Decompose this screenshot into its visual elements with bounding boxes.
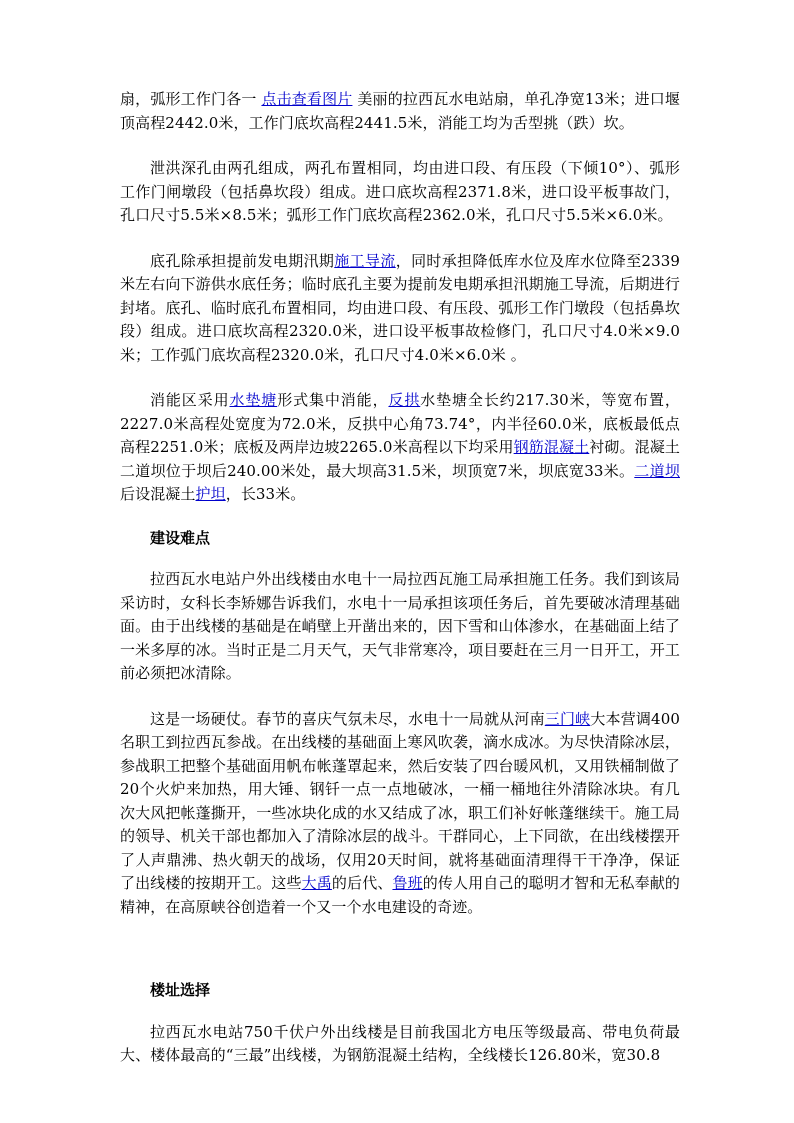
paragraph-deep-outlets: 泄洪深孔由两孔组成，两孔布置相同，均由进口段、有压段（下倾10°）、弧形工作门闸墩段（包括鼻坎段）组成。进口底坎高程2371.8米，进口设平板事故门，孔口尺寸5.5米×8.5米；弧形工作门底坎高程2362.0米，孔口尺寸5.5米×6.0米。 [120,159,680,224]
text: 扇，弧形工作门各一 [120,90,262,108]
text: 的后代、 [331,874,393,892]
paragraph-ice-clearing: 拉西瓦水电站户外出线楼由水电十一局拉西瓦施工局承担施工任务。我们到该局采访时，女科长李矫娜告诉我们，水电十一局承担该项任务后，首先要破冰清理基础面。由于出线楼的基础是在峭壁上开凿出来的，因下雪和山体渗水，在基础面上结了一米多厚的冰。当时正是二月天气，天气非常寒冷，项目要赶在三月一日开工，开工前必须把冰清除。 [120,570,680,682]
paragraph-energy-dissipation [120,389,680,507]
section-heading-site-selection: 楼址选择 [150,981,211,999]
text: 底孔除承担提前发电期汛期 [150,251,335,270]
text: 美丽的拉西瓦水电站扇，单孔净宽13米；进口堰顶高程2442.0米，工作门底坎高程2441.5米，消能工均为舌型挑（跌）坎。 [120,90,680,132]
view-image-link[interactable]: 点击查看图片 [261,90,353,108]
text: ，同时承担降低库水位及库水位降至2339米左右向下游供水底任务；临时底孔主要为提前发电期承担汛期施工导流，后期进行封堵。底孔、临时底孔布置相同，均由进口段、有压段、弧形工作门墩段（包括鼻坎段）组成。进口底坎高程2320.0米，进口设平板事故检修门，孔口尺寸4.0米×9.0米；工作弧门底坎高程2320.0米，孔口尺寸4.0米×6.0米 。 [120,251,680,364]
text: 的传人用自己的聪明才智和无私奉献的精神，在高原峡谷创造着一个又一个水电建设的奇迹。 [120,874,681,916]
paragraph-bottom-outlets [120,250,680,368]
luban-link[interactable]: 鲁班 [392,874,423,892]
text: 消能区采用 [150,391,230,409]
second-dam-link[interactable]: 二道坝 [634,461,680,480]
text: 后设混凝土 [120,485,196,503]
text: 水垫塘全长约217.30米，等宽布置，2227.0米高程处宽度为72.0米，反拱中心角73.74°，内半径60.0米，底板最低点高程2251.0米；底板及两岸边坡2265.0米高程以下均采用 [120,391,680,456]
reinforced-concrete-link[interactable]: 钢筋混凝土 [513,438,590,456]
cushion-pool-link[interactable]: 水垫塘 [229,391,278,409]
diversion-link[interactable]: 施工导流 [334,251,396,270]
text: 这是一场硬仗。春节的喜庆气氛未尽，水电十一局就从河南 [150,709,545,728]
sanmenxia-link[interactable]: 三门峡 [544,709,591,728]
text: 形式集中消能， [277,391,389,409]
reverse-arch-link[interactable]: 反拱 [388,391,421,409]
paragraph-spillway-gates [120,88,680,135]
section-heading-construction-difficulties: 建设难点 [150,528,211,547]
paragraph-outlet-building: 拉西瓦水电站750千伏户外出线楼是目前我国北方电压等级最高、带电负荷最大、楼体最高的“三最”出线楼，为钢筋混凝土结构，全线楼长126.80米，宽30.8 [120,1022,680,1064]
text: ，长33米。 [225,485,306,503]
text: 衬砌。混凝土二道坝位于坝后240.00米处，最大坝高31.5米，坝顶宽7米，坝底宽33米。 [120,438,680,480]
paragraph-hard-battle [120,708,680,920]
text: 大本营调400名职工到拉西瓦参战。在出线楼的基础面上寒风吹袭，滴水成冰。为尽快清除冰层，参战职工把整个基础面用帆布帐蓬罩起来，然后安装了四台暖风机，又用铁桶制做了20个火炉来加热，用大锤、钢钎一点一点地破冰，一桶一桶地往外清除冰块。有几次大风把帐蓬撕开，一些冰块化成的水又结成了冰，职工们补好帐蓬继续干。施工局的领导、机关干部也都加入了清除冰层的战斗。干群同心，上下同欲，在出线楼摆开了人声鼎沸、热火朝天的战场，仅用20天时间，就将基础面清理得干干净净，保证了出线楼的按期开工。这些 [120,709,680,892]
apron-link[interactable]: 护坦 [195,485,226,503]
dayu-link[interactable]: 大禹 [301,874,332,892]
document-page [120,88,680,1068]
